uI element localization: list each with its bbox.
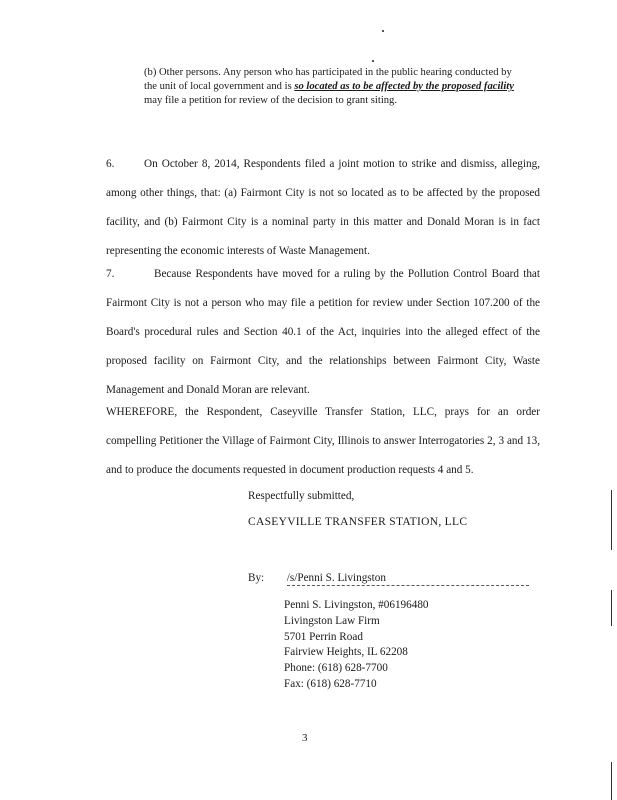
address-line: Fax: (618) 628-7710 [284, 677, 377, 690]
address-line: Fairview Heights, IL 62208 [284, 646, 408, 659]
wherefore-text: WHEREFORE, the Respondent, Caseyville Transfer Station, LLC, prays for an order compelling Petitioner the Village of Fairmont City, Illinois to answer Interrogatories 2, 3 and 13, and to produce the documents requested in document production requests 4 and 5. [106, 406, 540, 476]
page-number: 3 [302, 732, 308, 744]
address-line: 5701 Perrin Road [284, 630, 363, 643]
address-line: Phone: (618) 628-7700 [284, 662, 388, 675]
quote-underlined-phrase: so located as to be affected by the proposed facility [294, 81, 514, 92]
paragraph-number: 7. [106, 268, 115, 280]
signature-line [248, 572, 529, 586]
address-line: Penni S. Livingston, #06196480 [284, 599, 429, 611]
paragraph-number: 6. [106, 158, 115, 170]
scan-speck [382, 30, 384, 32]
scan-edge-mark [611, 762, 612, 800]
attorney-address-block [284, 598, 429, 693]
paragraph-6 [106, 150, 540, 266]
block-quote [144, 66, 514, 108]
scan-edge-mark [611, 490, 612, 550]
address-line: Livingston Law Firm [284, 614, 380, 627]
electronic-signature: /s/Penni S. Livingston [287, 572, 529, 586]
closing-text: Respectfully submitted, [248, 490, 355, 502]
quote-tail: may file a petition for review of the decision to grant siting. [144, 95, 398, 106]
scan-speck [372, 60, 374, 62]
quote-lead: (b) Other persons. Any person who has participated in the public hearing conducted by the unit of local government and is [144, 67, 512, 92]
paragraph-text: Because Respondents have moved for a ruling by the Pollution Control Board that Fairmont City is not a person who may file a petition for review under Section 107.200 of the Board's procedural rules and Section 40.1 of the Act, inquiries into the alleged effect of the proposed facility on Fairmont City, and the relationships between Fairmont City, Waste Management and Donald Moran are relevant. [106, 268, 540, 396]
by-label: By: [248, 572, 265, 584]
paragraph-7 [106, 260, 540, 405]
wherefore-clause [106, 398, 540, 485]
scan-edge-mark [611, 590, 612, 626]
paragraph-text: On October 8, 2014, Respondents filed a joint motion to strike and dismiss, alleging, among other things, that: (a) Fairmont City is not so located as to be affected by the proposed facility, and (b) Fairmont City is a nominal party in this matter and Donald Moran is in fact representing the economic interests of Waste Management. [106, 158, 540, 257]
firm-name: CASEYVILLE TRANSFER STATION, LLC [248, 516, 468, 528]
